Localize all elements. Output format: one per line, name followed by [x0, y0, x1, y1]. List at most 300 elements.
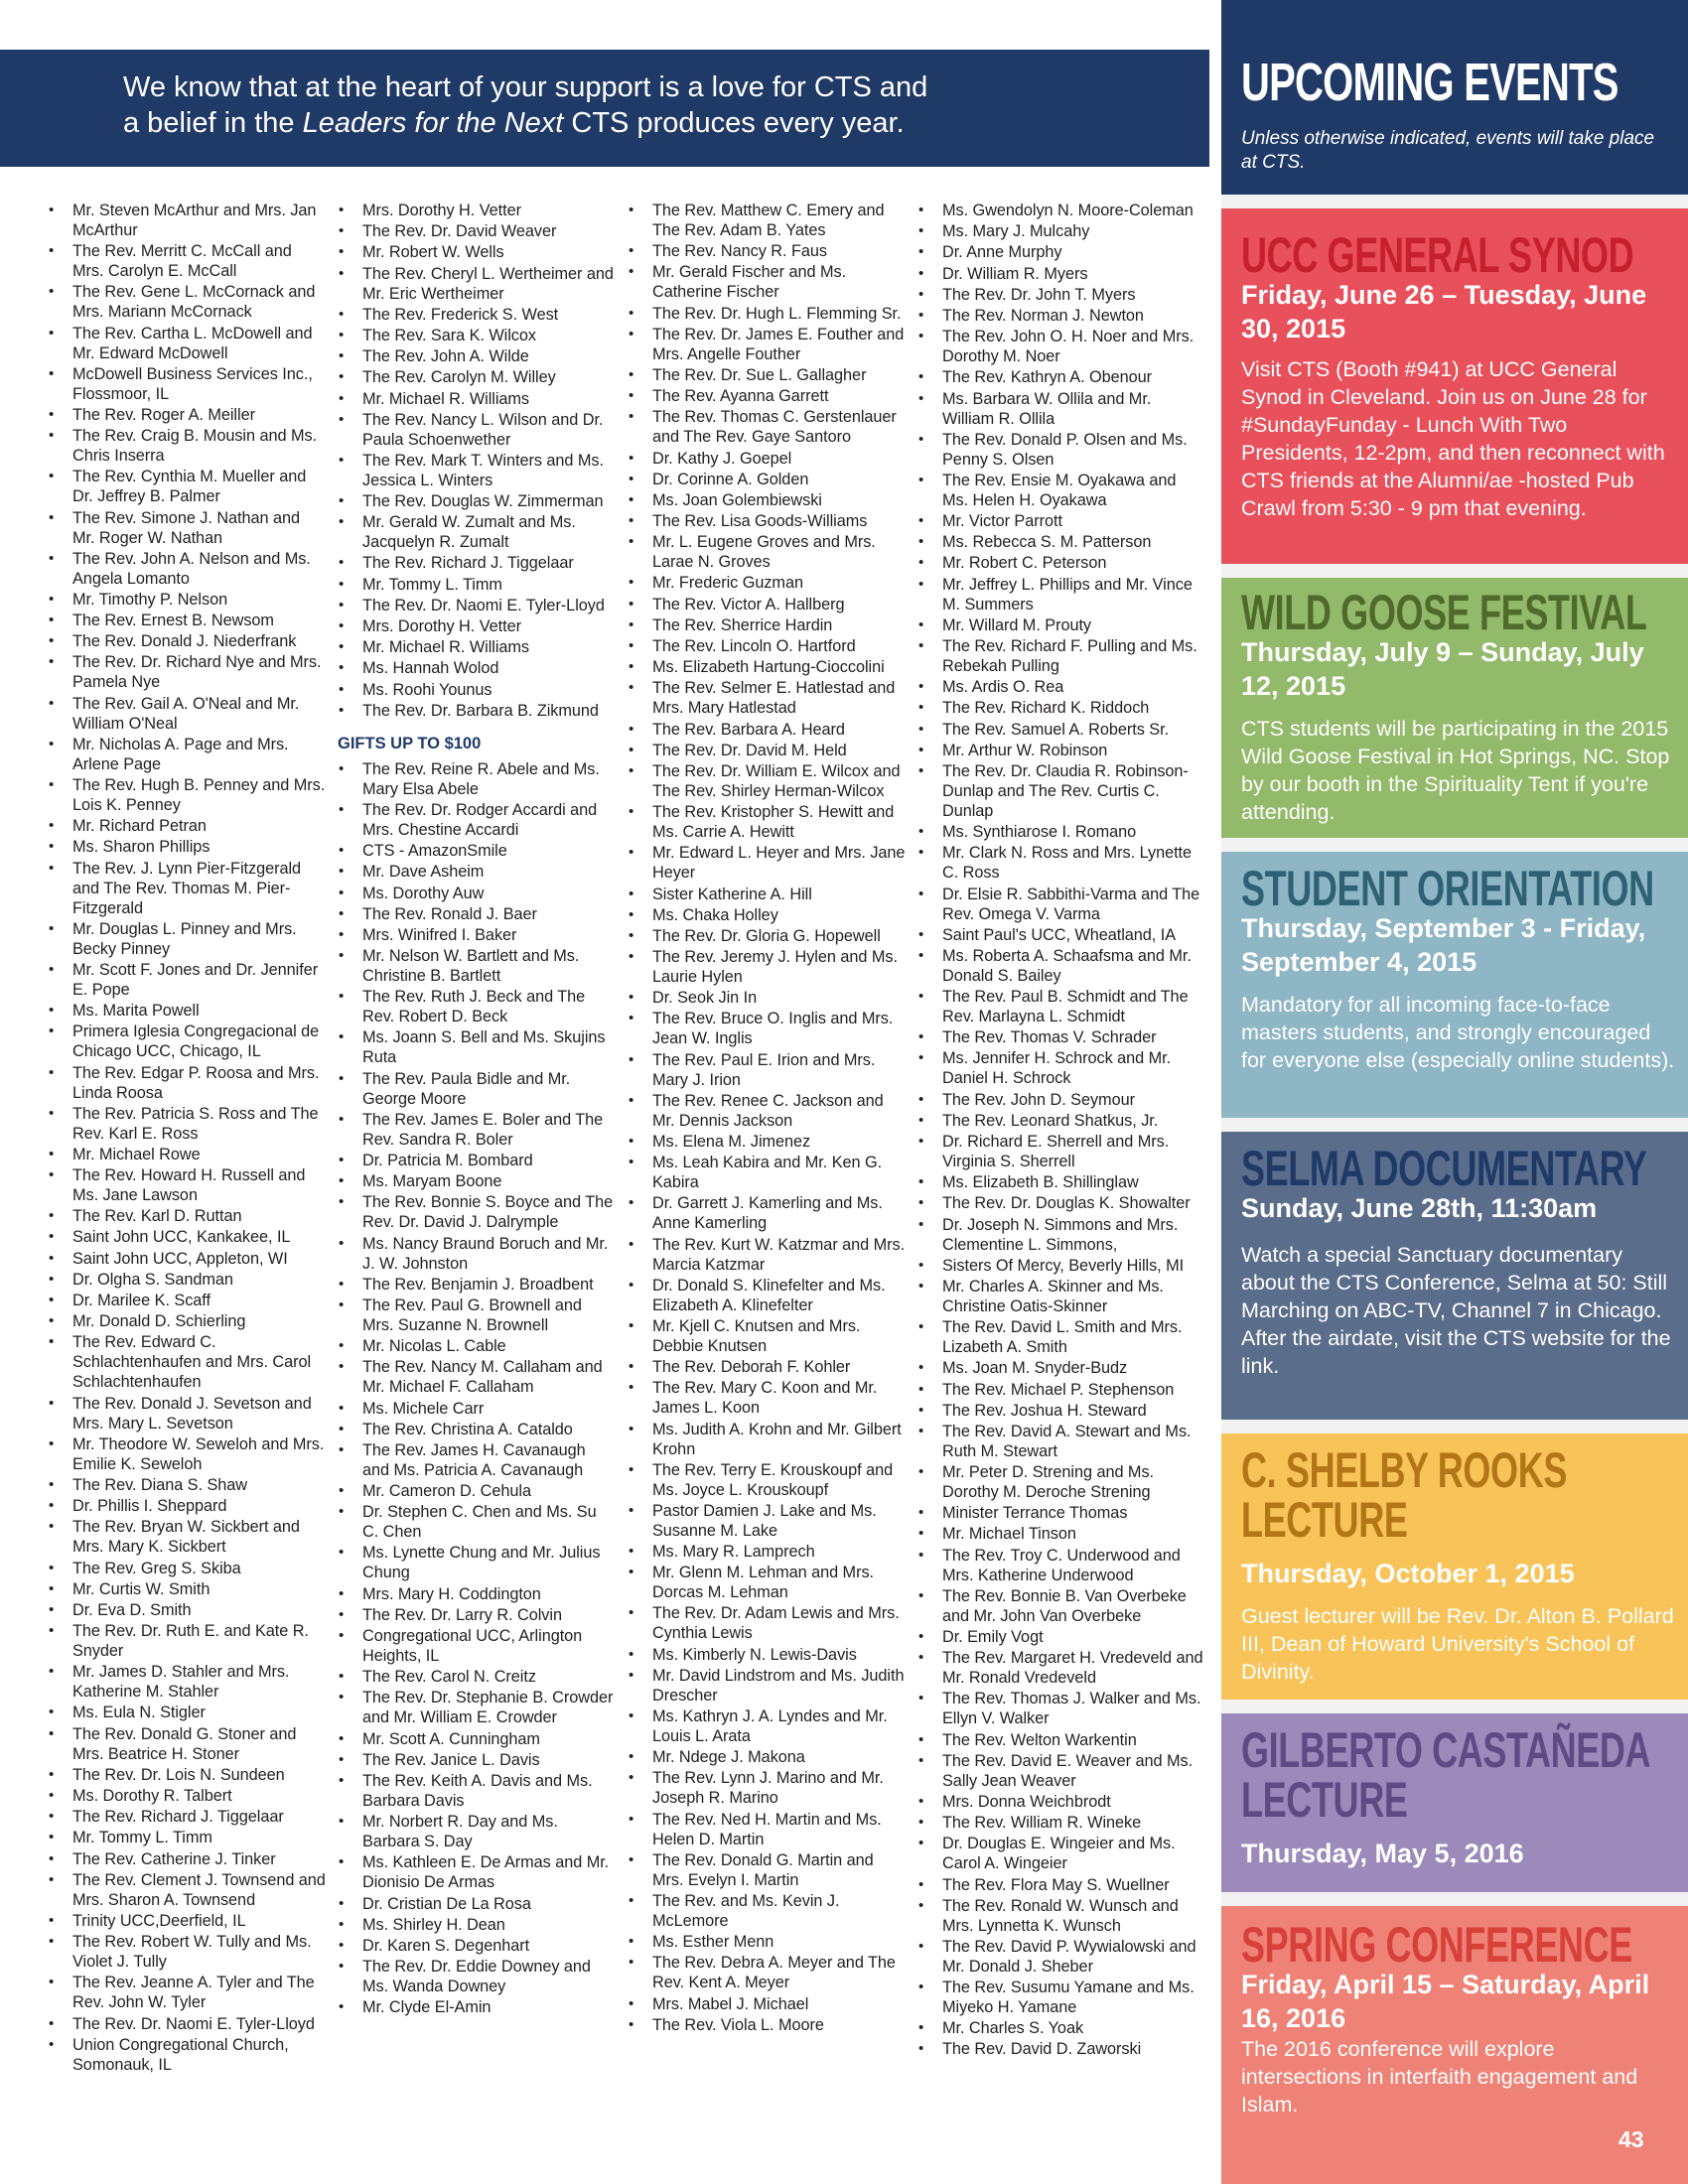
bullet-icon: •: [918, 637, 924, 654]
donor-name: The Rev. Dr. Stephanie B. Crowder and Mr. William E. Crowder: [362, 1689, 614, 1727]
donor-list-item: [338, 1771, 614, 1811]
bullet-icon: •: [918, 925, 924, 943]
donor-name: Mr. Kjell C. Knutsen and Mrs. Debbie Knutsen: [652, 1316, 861, 1355]
donor-list-item: [338, 1852, 614, 1892]
donor-name: Dr. Karen S. Degenhart: [362, 1936, 530, 1955]
donor-list-item: [917, 532, 1205, 552]
donor-name: The Rev. Dr. Eddie Downey and Ms. Wanda Downey: [362, 1958, 591, 1996]
donor-name: Ms. Jennifer H. Schrock and Mr. Daniel H. Schrock: [942, 1049, 1172, 1088]
bullet-icon: •: [49, 735, 55, 752]
bullet-icon: •: [339, 243, 345, 261]
donor-list-item: [338, 1357, 614, 1397]
bullet-icon: •: [339, 554, 345, 572]
bullet-icon: •: [49, 508, 55, 526]
bullet-icon: •: [49, 1787, 55, 1804]
bullet-icon: •: [629, 926, 634, 944]
donor-list-item: [338, 987, 614, 1026]
donor-list-item: [338, 367, 614, 387]
donor-name: Dr. Emily Vogt: [942, 1628, 1044, 1646]
bullet-icon: •: [629, 512, 634, 530]
donor-list-item: [628, 657, 908, 677]
bullet-icon: •: [918, 1814, 924, 1832]
donor-list-item: [917, 1586, 1205, 1626]
donor-list-item: [917, 575, 1205, 614]
bullet-icon: •: [49, 1023, 55, 1040]
donor-list-item: [48, 1662, 326, 1702]
donor-list-item: [338, 1502, 614, 1542]
donor-name: The Rev. Gail A. O'Neal and Mr. William O'Neal: [72, 694, 300, 733]
donor-name: The Rev. Barbara A. Heard: [652, 720, 845, 739]
donor-name: Pastor Damien J. Lake and Ms. Susanne M. Lake: [652, 1501, 877, 1540]
event-date: Thursday, May 5, 2016: [1241, 1839, 1524, 1868]
donor-name: Dr. Eva D. Smith: [72, 1600, 192, 1619]
donor-name: The Rev. Dr. John T. Myers: [942, 285, 1136, 304]
donor-name: Dr. Richard E. Sherrell and Mrs. Virginia S. Sherrell: [942, 1133, 1170, 1170]
event-description: Guest lecturer will be Rev. Dr. Alton B. Pollard III, Dean of Howard University's School of Divinity.: [1241, 1604, 1674, 1684]
bullet-icon: •: [629, 1994, 634, 2012]
donor-list-item: [628, 1501, 908, 1541]
donor-name: Sisters Of Mercy, Beverly Hills, MI: [942, 1256, 1185, 1275]
bullet-icon: •: [918, 1401, 924, 1419]
bullet-icon: •: [918, 699, 924, 717]
donor-list-item: [338, 1584, 614, 1604]
gift-level-heading: GIFTS UP TO $100: [338, 734, 482, 752]
donor-name: The Rev. Catherine J. Tinker: [72, 1849, 276, 1868]
donor-list-item: [48, 1559, 326, 1578]
donor-list-item: [917, 636, 1205, 676]
donor-list-item: [917, 1380, 1205, 1400]
bullet-icon: •: [629, 1645, 634, 1663]
donor-name: The Rev. Dr. Sue L. Gallagher: [652, 365, 867, 384]
bullet-icon: •: [629, 948, 634, 966]
donor-list-item: [338, 1543, 614, 1582]
donor-name: The Rev. Kristopher S. Hewitt and Ms. Carrie A. Hewitt: [652, 803, 895, 842]
bullet-icon: •: [918, 368, 924, 386]
donor-list-item: [338, 221, 614, 241]
donor-name: Ms. Joann S. Bell and Ms. Skujins Ruta: [362, 1028, 606, 1067]
bullet-icon: •: [629, 637, 634, 654]
bullet-icon: •: [629, 761, 634, 779]
donor-list-item: [628, 325, 908, 364]
donor-list-item: [48, 859, 326, 918]
donor-list-item: [917, 1792, 1205, 1812]
bullet-icon: •: [339, 1172, 345, 1190]
bullet-icon: •: [49, 859, 55, 877]
bullet-icon: •: [918, 720, 924, 738]
donor-list-item: [338, 1151, 614, 1170]
bullet-icon: •: [339, 1482, 345, 1500]
donor-list-item: [917, 242, 1205, 262]
donor-name: Dr. Stephen C. Chen and Ms. Su C. Chen: [362, 1503, 597, 1542]
donor-name: The Rev. Debra A. Meyer and The Rev. Kent A. Meyer: [652, 1954, 896, 1992]
donor-list-item: [338, 680, 614, 700]
donor-name: The Rev. Richard K. Riddoch: [942, 699, 1150, 718]
bullet-icon: •: [918, 1546, 924, 1564]
donor-name: The Rev. Richard F. Pulling and Ms. Rebekah Pulling: [942, 637, 1197, 675]
donor-name: The Rev. Susumu Yamane and Ms. Miyeko H. Yamane: [942, 1979, 1195, 2017]
donor-list-item: [917, 946, 1205, 986]
bullet-icon: •: [918, 823, 924, 841]
donor-name: The Rev. Ensie M. Oyakawa and Ms. Helen H. Oyakawa: [942, 471, 1177, 509]
donor-name: The Rev. Lynn J. Marino and Mr. Joseph R. Marino: [652, 1769, 884, 1808]
bullet-icon: •: [49, 1622, 55, 1640]
donor-list-item: [917, 1875, 1205, 1895]
donor-list-item: [917, 1627, 1205, 1647]
donor-list-item: [48, 816, 326, 836]
bullet-icon: •: [339, 1813, 345, 1831]
bullet-icon: •: [339, 842, 345, 860]
donor-list-item: [338, 1399, 614, 1419]
donor-list-item: [628, 947, 908, 987]
bullet-icon: •: [629, 720, 634, 738]
bullet-icon: •: [339, 1958, 345, 1976]
donor-list-item: [338, 800, 614, 840]
donor-list-item: [917, 1896, 1205, 1936]
event-date: Thursday, July 9 – Sunday, July 12, 2015: [1241, 637, 1644, 701]
donor-list-item: [48, 508, 326, 548]
donor-name: The Rev. Merritt C. McCall and Mrs. Carolyn E. McCall: [72, 242, 292, 281]
donor-list-item: [917, 471, 1205, 510]
donor-name: Mr. Gerald Fischer and Ms. Catherine Fischer: [652, 263, 847, 302]
donor-list-item: [628, 1706, 908, 1746]
donor-list-item: [628, 1357, 908, 1377]
bullet-icon: •: [339, 1689, 345, 1706]
banner-text: [123, 69, 1176, 141]
donor-list-item: [917, 615, 1205, 635]
bullet-icon: •: [339, 1275, 345, 1293]
event-title: C. SHELBY ROOKS LECTURE: [1241, 1442, 1567, 1548]
donor-name: Ms. Barbara W. Ollila and Mr. William R. Ollila: [942, 389, 1152, 428]
donor-name: The Rev. Margaret H. Vredeveld and Mr. Ronald Vredeveld: [942, 1649, 1203, 1688]
bullet-icon: •: [918, 575, 924, 593]
bullet-icon: •: [49, 1518, 55, 1536]
bullet-icon: •: [49, 324, 55, 341]
donor-name: The Rev. Renee C. Jackson and Mr. Dennis Jackson: [652, 1091, 884, 1130]
bullet-icon: •: [339, 1152, 345, 1168]
events-subheading: Unless otherwise indicated, events will take place at CTS.: [1241, 128, 1655, 173]
donor-list-item: [917, 1172, 1205, 1192]
bullet-icon: •: [49, 776, 55, 793]
bullet-icon: •: [49, 632, 55, 650]
donor-name: Ms. Elizabeth Hartung-Cioccolini: [652, 658, 885, 677]
bullet-icon: •: [629, 1954, 634, 1972]
bullet-icon: •: [918, 1525, 924, 1543]
bullet-icon: •: [918, 1628, 924, 1645]
bullet-icon: •: [49, 590, 55, 608]
bullet-icon: •: [339, 1998, 345, 2016]
donor-list-item: [917, 1937, 1205, 1977]
event-title: SPRING CONFERENCE: [1241, 1917, 1632, 1973]
bullet-icon: •: [339, 800, 345, 818]
bullet-icon: •: [49, 1207, 55, 1225]
donor-list-item: [48, 1022, 326, 1061]
donor-name: The Rev. Deborah F. Kohler: [652, 1358, 851, 1377]
bullet-icon: •: [339, 1584, 345, 1602]
bullet-icon: •: [918, 1028, 924, 1046]
donor-list-item: [338, 759, 614, 799]
donor-name: The Rev. Leonard Shatkus, Jr.: [942, 1111, 1159, 1130]
donor-name: Mrs. Dorothy H. Vetter: [362, 617, 521, 635]
bullet-icon: •: [918, 946, 924, 964]
donor-list-item: [48, 1291, 326, 1310]
donor-list-item: [48, 201, 326, 240]
bullet-icon: •: [629, 1769, 634, 1787]
events-sidebar: [1221, 0, 1688, 2184]
donor-list-item: [338, 553, 614, 573]
donor-name: The Rev. Cheryl L. Wertheimer and Mr. Eric Wertheimer: [362, 264, 614, 303]
donor-name: The Rev. Patricia S. Ross and The Rev. Karl E. Ross: [72, 1104, 319, 1143]
donor-list-item: [338, 1688, 614, 1727]
donor-list-item: [48, 611, 326, 630]
bullet-icon: •: [339, 305, 345, 323]
donor-name: Mr. Clyde El-Amin: [362, 1998, 492, 2017]
donor-name: The Rev. Janice L. Davis: [362, 1750, 540, 1769]
bullet-icon: •: [918, 1380, 924, 1398]
donor-name: The Rev. Douglas W. Zimmerman: [362, 492, 604, 511]
bullet-icon: •: [339, 1544, 345, 1562]
donor-name: The Rev. Dr. William E. Wilcox and The Rev. Shirley Herman-Wilcox: [652, 761, 901, 800]
donor-list-item: [628, 241, 908, 261]
donor-name: Ms. Mary R. Lamprech: [652, 1543, 815, 1562]
bullet-icon: •: [339, 596, 345, 614]
donor-list-item: [917, 264, 1205, 284]
donor-list-item: [48, 1332, 326, 1392]
bullet-icon: •: [49, 1579, 55, 1597]
bullet-icon: •: [629, 595, 634, 613]
donor-name: Mr. Frederic Guzman: [652, 574, 803, 593]
donor-list-item: [917, 553, 1205, 573]
donor-column-3: [628, 201, 908, 2036]
bullet-icon: •: [629, 803, 634, 821]
donor-list-item: [628, 1666, 908, 1706]
donor-name: The Rev. Bruce O. Inglis and Mrs. Jean W. Inglis: [652, 1010, 894, 1048]
donor-list-item: [628, 1132, 908, 1152]
donor-list-item: [628, 201, 908, 240]
bullet-icon: •: [629, 1810, 634, 1828]
bullet-icon: •: [339, 659, 345, 677]
bullet-icon: •: [339, 222, 345, 240]
donor-name: Mr. Michael Rowe: [72, 1145, 201, 1163]
donor-name: Dr. Patricia M. Bombard: [362, 1152, 533, 1169]
bullet-icon: •: [629, 1604, 634, 1622]
donor-name: Ms. Kathleen E. De Armas and Mr. Dionisio De Armas: [362, 1853, 610, 1892]
bullet-icon: •: [918, 844, 924, 862]
donor-list-item: [628, 573, 908, 593]
donor-name: Mr. Jeffrey L. Phillips and Mr. Vince M. Summers: [942, 575, 1193, 614]
event-date: Thursday, October 1, 2015: [1241, 1559, 1575, 1588]
donor-list-item: [628, 532, 908, 572]
donor-name: Mr. James D. Stahler and Mrs. Katherine M. Stahler: [72, 1663, 290, 1702]
donor-name: The Rev. James H. Cavanaugh and Ms. Patricia A. Cavanaugh: [362, 1440, 586, 1479]
donor-list-item: [338, 1420, 614, 1439]
donor-list-item: [338, 326, 614, 345]
bullet-icon: •: [339, 1605, 345, 1623]
bullet-icon: •: [629, 2015, 634, 2033]
donor-name: The Rev. Mark T. Winters and Ms. Jessica L. Winters: [362, 451, 604, 489]
donor-list-item: [48, 1579, 326, 1599]
donor-list-item: [48, 1807, 326, 1827]
donor-list-item: [48, 549, 326, 589]
bullet-icon: •: [49, 1104, 55, 1122]
donor-name: The Rev. Benjamin J. Broadbent: [362, 1275, 594, 1294]
donor-name: The Rev. Troy C. Underwood and Mrs. Katherine Underwood: [942, 1546, 1181, 1584]
donor-name: The Rev. Viola L. Moore: [652, 2015, 824, 2034]
donor-name: Mr. Cameron D. Cehula: [362, 1482, 531, 1501]
donor-name: Saint John UCC, Appleton, WI: [72, 1249, 288, 1268]
donor-name: The Rev. Michael P. Stephenson: [942, 1380, 1175, 1399]
bullet-icon: •: [918, 2019, 924, 2037]
bullet-icon: •: [339, 638, 345, 656]
donor-list-item: [628, 720, 908, 740]
donor-list-item: [338, 925, 614, 945]
event-card-shelby-rooks-lecture: [1221, 1433, 1688, 1700]
donor-list-item: [628, 1153, 908, 1192]
donor-list-item: [917, 389, 1205, 429]
bullet-icon: •: [629, 1276, 634, 1294]
bullet-icon: •: [339, 1729, 345, 1747]
donor-list-item: [917, 1048, 1205, 1088]
bullet-icon: •: [629, 885, 634, 902]
donor-list-item: [917, 327, 1205, 366]
donor-name: The Rev. Cartha L. McDowell and Mr. Edward McDowell: [72, 324, 313, 362]
donor-name: Congregational UCC, Arlington Heights, IL: [362, 1627, 583, 1665]
donor-list-item: [917, 2018, 1205, 2038]
event-title: SELMA DOCUMENTARY: [1241, 1141, 1647, 1196]
donor-list-item: [628, 1420, 908, 1459]
donor-list-item: [917, 885, 1205, 924]
bullet-icon: •: [339, 1234, 345, 1252]
donor-list-item: [48, 1206, 326, 1226]
donor-name: The Rev. Ayanna Garrett: [652, 387, 829, 406]
bullet-icon: •: [339, 1337, 345, 1355]
bullet-icon: •: [49, 242, 55, 260]
donor-name: The Rev. Thomas J. Walker and Ms. Ellyn V. Walker: [942, 1690, 1201, 1728]
bullet-icon: •: [49, 1063, 55, 1081]
donor-list-item: [48, 1911, 326, 1931]
donor-list-item: [48, 1165, 326, 1205]
donor-name: The Rev. Edward C. Schlachtenhaufen and Mrs. Carol Schlachtenhaufen: [72, 1333, 312, 1392]
donor-name: The Rev. Flora May S. Wuellner: [942, 1875, 1170, 1894]
bullet-icon: •: [49, 1394, 55, 1412]
bullet-icon: •: [339, 1771, 345, 1789]
bullet-icon: •: [339, 759, 345, 777]
donor-list-item: [628, 1994, 908, 2014]
donor-name: The Rev. Bonnie S. Boyce and The Rev. Dr. David J. Dalrymple: [362, 1193, 614, 1232]
donor-list-item: [917, 698, 1205, 718]
donor-list-item: [48, 405, 326, 425]
bullet-icon: •: [918, 1979, 924, 1996]
donor-list-item: [628, 1768, 908, 1808]
donor-name: The Rev. Norman J. Newton: [942, 306, 1144, 325]
donor-list-item: [628, 926, 908, 946]
donor-list-item: [338, 305, 614, 325]
donor-list-item: [628, 490, 908, 510]
donor-name: Saint John UCC, Kankakee, IL: [72, 1228, 291, 1247]
donor-name: Mr. Scott A. Cunningham: [362, 1729, 540, 1748]
bullet-icon: •: [339, 492, 345, 510]
bullet-icon: •: [629, 365, 634, 383]
donor-list-item: [917, 1462, 1205, 1502]
bullet-icon: •: [918, 2040, 924, 2058]
donor-list-item: [917, 1813, 1205, 1833]
donor-name: The Rev. Dr. Gloria G. Hopewell: [652, 926, 881, 945]
bullet-icon: •: [918, 1318, 924, 1336]
donor-list-item: [917, 1317, 1205, 1357]
bullet-icon: •: [629, 1707, 634, 1724]
donor-list-item: [48, 1270, 326, 1290]
donor-list-item: [917, 1648, 1205, 1688]
donor-list-item: [338, 346, 614, 366]
bullet-icon: •: [918, 1463, 924, 1481]
bullet-icon: •: [918, 328, 924, 345]
bullet-icon: •: [49, 2014, 55, 2032]
donor-list-item: [338, 1957, 614, 1996]
donor-name: Ms. Marita Powell: [72, 1002, 200, 1021]
bullet-icon: •: [918, 222, 924, 240]
bullet-icon: •: [918, 285, 924, 303]
bullet-icon: •: [49, 653, 55, 671]
bullet-icon: •: [629, 490, 634, 508]
donor-name: Mr. Willard M. Prouty: [942, 615, 1092, 634]
donor-list-item: [338, 1605, 614, 1625]
donor-list-item: [917, 1834, 1205, 1873]
donor-list-item: [628, 988, 908, 1008]
donor-name: The Rev. Kathryn A. Obenour: [942, 368, 1153, 387]
bullet-icon: •: [629, 1050, 634, 1068]
donor-name: Ms. Lynette Chung and Mr. Julius Chung: [362, 1544, 601, 1582]
bullet-icon: •: [49, 1765, 55, 1783]
donor-name: Ms. Dorothy R. Talbert: [72, 1787, 232, 1805]
donor-name: The Rev. Paul G. Brownell and Mrs. Suzanne N. Brownell: [362, 1296, 582, 1334]
donor-name: The Rev. Lincoln O. Hartford: [652, 637, 856, 655]
bullet-icon: •: [918, 678, 924, 696]
donor-list-item: [628, 1953, 908, 1992]
donor-list-item: [628, 1891, 908, 1931]
donor-name: The Rev. Reine R. Abele and Ms. Mary Elsa Abele: [362, 759, 600, 798]
donor-list-item: [48, 1786, 326, 1806]
event-description: Watch a special Sanctuary documentary about the CTS Conference, Selma at 50: Still Marching on ABC-TV, Channel 7 in Chicago. After the airdate, visit the CTS website for the link.: [1241, 1243, 1671, 1378]
donor-name: Mr. Edward L. Heyer and Mrs. Jane Heyer: [652, 844, 906, 883]
bullet-icon: •: [918, 1751, 924, 1769]
donor-name: The Rev. Keith A. Davis and Ms. Barbara Davis: [362, 1771, 593, 1810]
donor-list-item: [48, 1227, 326, 1247]
bullet-icon: •: [339, 1420, 345, 1437]
donor-list-item: [338, 637, 614, 657]
donor-name: Union Congregational Church, Somonauk, IL: [72, 2035, 289, 2074]
bullet-icon: •: [629, 1194, 634, 1212]
event-description: The 2016 conference will explore intersections in interfaith engagement and Islam.: [1241, 2037, 1638, 2116]
bullet-icon: •: [339, 1296, 345, 1313]
bullet-icon: •: [339, 202, 345, 218]
donor-name: The Rev. Selmer E. Hatlestad and Mrs. Mary Hatlestad: [652, 679, 896, 718]
donor-list-item: [338, 1667, 614, 1687]
donor-list-item: [628, 449, 908, 469]
donor-name: The Rev. Dr. James E. Fouther and Mrs. Angelle Fouther: [652, 325, 905, 363]
donor-name: The Rev. Christina A. Cataldo: [362, 1420, 573, 1438]
bullet-icon: •: [629, 1379, 634, 1397]
donor-name: The Rev. Karl D. Ruttan: [72, 1207, 242, 1226]
bullet-icon: •: [918, 1173, 924, 1191]
donor-list-item: [48, 1311, 326, 1331]
bullet-icon: •: [629, 1748, 634, 1766]
donor-name: Mr. Dave Asheim: [362, 863, 485, 882]
donor-name: The Rev. J. Lynn Pier-Fitzgerald and The Rev. Thomas M. Pier-Fitzgerald: [72, 859, 302, 917]
donor-list-item: [628, 1932, 908, 1952]
donor-list-item: [48, 1600, 326, 1620]
bullet-icon: •: [918, 615, 924, 633]
donor-list-item: [917, 221, 1205, 241]
donor-name: The Rev. Donald J. Sevetson and Mrs. Mary L. Sevetson: [72, 1394, 312, 1433]
